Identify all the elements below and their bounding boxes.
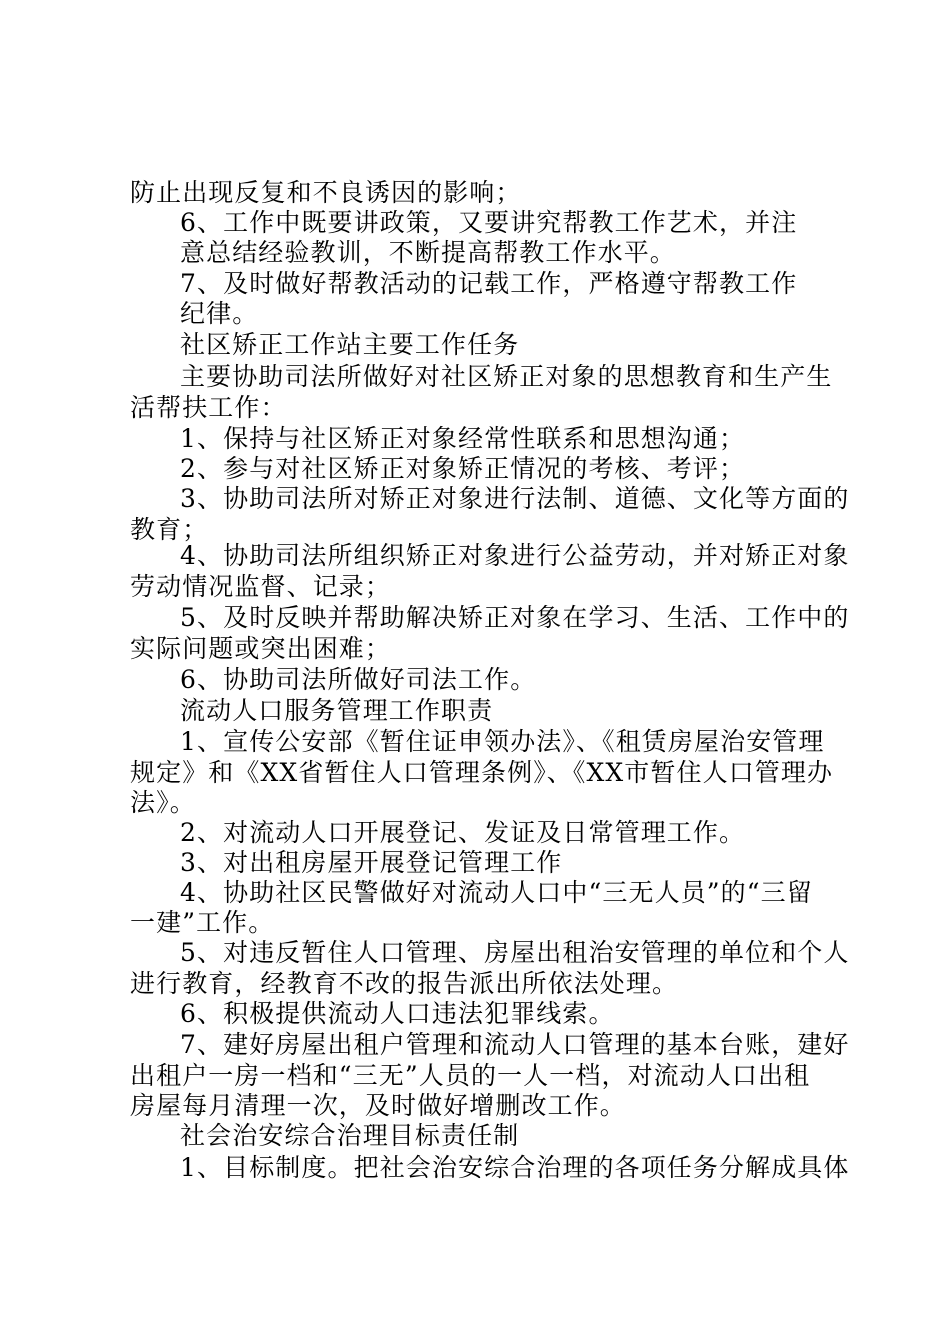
- text-line: 5、及时反映并帮助解决矫正对象在学习、生活、工作中的: [180, 603, 850, 632]
- text-line: 6、积极提供流动人口违法犯罪线索。: [180, 999, 615, 1028]
- text-line: 1、保持与社区矫正对象经常性联系和思想沟通；: [180, 424, 746, 453]
- text-line: 规定》和《XX省暂住人口管理条例》、《XX市暂住人口管理办: [130, 758, 834, 787]
- text-line: 1、宣传公安部《暂住证申领办法》、《租赁房屋治安管理: [180, 727, 825, 756]
- text-line: 防止出现反复和不良诱因的影响；: [130, 178, 522, 207]
- text-line: 进行教育，经教育不改的报告派出所依法处理。: [130, 969, 679, 998]
- text-line: 7、及时做好帮教活动的记载工作，严格遵守帮教工作: [180, 269, 798, 298]
- text-line: 劳动情况监督、记录；: [130, 572, 392, 601]
- text-line: 2、参与对社区矫正对象矫正情况的考核、考评；: [180, 454, 746, 483]
- text-line: 7、建好房屋出租户管理和流动人口管理的基本台账，建好: [180, 1030, 850, 1059]
- text-line: 出租户一房一档和“三无”人员的一人一档，对流动人口出租: [130, 1061, 811, 1090]
- text-line: 6、工作中既要讲政策，又要讲究帮教工作艺术，并注: [180, 208, 798, 237]
- text-line: 活帮扶工作：: [130, 393, 287, 422]
- text-line: 5、对违反暂住人口管理、房屋出租治安管理的单位和个人: [180, 938, 850, 967]
- text-line: 4、协助社区民警做好对流动人口中“三无人员”的“三留: [180, 878, 813, 907]
- section-heading: 社会治安综合治理目标责任制: [180, 1121, 520, 1150]
- text-line: 3、对出租房屋开展登记管理工作: [180, 848, 563, 877]
- text-line: 纪律。: [180, 299, 259, 328]
- text-line: 一建”工作。: [130, 908, 275, 937]
- text-line: 意总结经验教训，不断提高帮教工作水平。: [180, 238, 676, 267]
- section-heading: 社区矫正工作站主要工作任务: [180, 330, 520, 359]
- text-line: 2、对流动人口开展登记、发证及日常管理工作。: [180, 818, 746, 847]
- text-line: 法》。: [130, 788, 196, 817]
- text-line: 6、协助司法所做好司法工作。: [180, 665, 537, 694]
- text-line: 4、协助司法所组织矫正对象进行公益劳动，并对矫正对象: [180, 541, 850, 570]
- text-line: 3、协助司法所对矫正对象进行法制、道德、文化等方面的: [180, 484, 850, 513]
- text-line: 主要协助司法所做好对社区矫正对象的思想教育和生产生: [180, 362, 833, 391]
- text-line: 房屋每月清理一次，及时做好增删改工作。: [130, 1091, 626, 1120]
- section-heading: 流动人口服务管理工作职责: [180, 696, 494, 725]
- text-line: 1、目标制度。把社会治安综合治理的各项任务分解成具体: [180, 1153, 850, 1182]
- text-line: 教育；: [130, 515, 209, 544]
- text-line: 实际问题或突出困难；: [130, 634, 392, 663]
